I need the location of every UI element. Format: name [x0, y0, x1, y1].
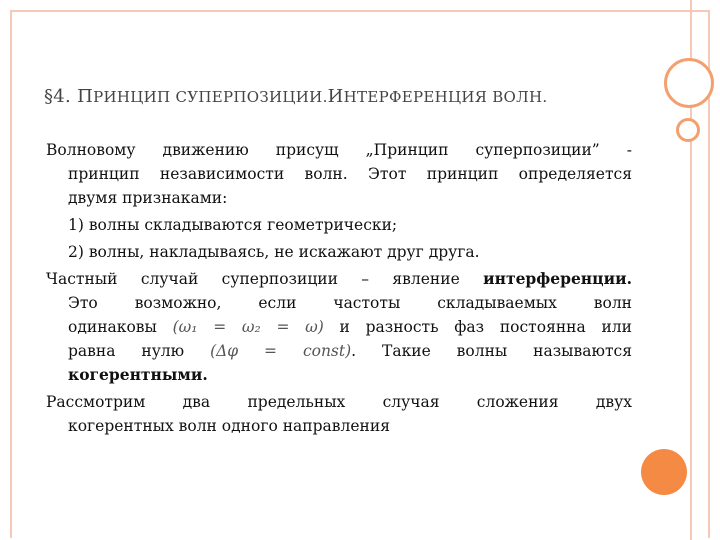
decor-circle-large: [664, 58, 714, 108]
text-fragment: Частный случай суперпозиции – явление: [46, 270, 484, 288]
paragraph-cases: [46, 390, 632, 438]
text-fragment: . Такие волны называются: [351, 342, 632, 360]
paragraph-line: [46, 267, 632, 291]
paragraph-interference: [46, 267, 632, 387]
title-part1-rest: РИНЦИП СУПЕРПОЗИЦИИ.: [93, 88, 328, 106]
paragraph-line: принцип независимости волн. Этот принцип определяется: [68, 165, 632, 183]
term-coherent: когерентными.: [68, 365, 208, 384]
formula-phase: (Δφ = const): [210, 342, 352, 360]
title-part1-initial: П: [77, 86, 94, 107]
paragraph-line: когерентных волн одного направления: [68, 417, 390, 435]
paragraph-principle: [46, 138, 632, 210]
slide-title: [44, 86, 547, 107]
text-fragment: одинаковы: [68, 318, 173, 336]
decor-circle-filled: [641, 449, 687, 495]
paragraph-line: Рассмотрим два предельных случая сложения двух: [46, 393, 632, 411]
paragraph-line: двумя признаками:: [68, 189, 228, 207]
paragraph-line: Волновому движению присущ „Принцип суперпозиции” -: [46, 141, 632, 159]
slide-body: [46, 138, 632, 438]
list-item-1: 1) волны складываются геометрически;: [68, 216, 398, 234]
list-item-2: 2) волны, накладываясь, не искажают друг друга.: [68, 243, 480, 261]
paragraph-line: Это возможно, если частоты складываемых волн: [68, 294, 632, 312]
title-part2-rest: НТЕРФЕРЕНЦИЯ ВОЛН.: [343, 88, 548, 106]
formula-frequency: (ω₁ = ω₂ = ω): [172, 318, 324, 336]
paragraph-line: [46, 315, 632, 339]
paragraph-line: [46, 363, 632, 387]
title-section: §4.: [44, 86, 72, 107]
text-fragment: и разность фаз постоянна или: [323, 318, 632, 336]
paragraph-line: [46, 339, 632, 363]
text-fragment: равна нулю: [68, 342, 211, 360]
term-interference: интерференции.: [483, 269, 632, 288]
decor-circle-small: [676, 118, 700, 142]
title-part2-initial: И: [327, 86, 344, 107]
